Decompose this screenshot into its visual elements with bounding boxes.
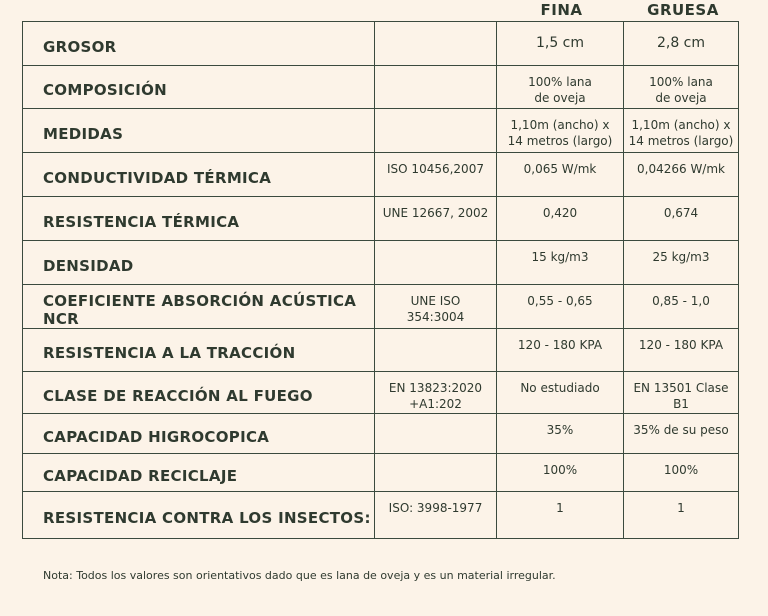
table-row [23,492,739,539]
property-name-label: RESISTENCIA TÉRMICA [43,212,240,231]
gruesa-value-text: 0,85 - 1,0 [652,294,710,308]
property-name-label: COMPOSICIÓN [43,81,168,99]
fina-value-text: 0,420 [542,206,578,220]
column-header-fina: FINA [540,1,583,19]
property-name-cell [23,66,375,109]
standard-cell [375,22,497,66]
fina-value-text: 1,5 cm [535,35,585,51]
property-name-cell [23,285,375,329]
table-row [23,197,739,241]
table-row [23,22,739,66]
standard-cell [375,492,497,539]
gruesa-value-text: 1 [677,501,685,515]
gruesa-value-text: 25 kg/m3 [652,250,710,264]
property-name-label: MEDIDAS [43,124,124,143]
standard-cell [375,372,497,414]
gruesa-value-cell [624,492,739,539]
property-name-cell [23,241,375,285]
property-name-cell [23,414,375,454]
fina-value-text: 120 - 180 KPA [517,338,603,352]
property-name-label: RESISTENCIA CONTRA LOS INSECTOS: [43,509,371,527]
gruesa-value-cell [624,372,739,414]
fina-value-text: 100% lana de oveja [528,75,592,105]
gruesa-value-cell [624,414,739,454]
gruesa-value-text: 100% lana de oveja [649,75,713,105]
footnote: Nota: Todos los valores son orientativos dado que es lana de oveja y es un material irregular. [43,569,556,582]
spec-table-body [23,22,739,539]
gruesa-value-cell [624,197,739,241]
fina-value-text: 35% [546,423,574,437]
fina-value-cell [497,372,624,414]
standard-text: UNE 12667, 2002 [382,206,489,220]
fina-value-text: 1 [556,501,564,515]
fina-value-cell [497,329,624,372]
fina-value-cell [497,197,624,241]
fina-value-cell [497,153,624,197]
fina-value-text: 0,55 - 0,65 [527,294,593,308]
table-row [23,285,739,329]
standard-cell [375,454,497,492]
table-row [23,241,739,285]
standard-text: UNE ISO 354:3004 [406,294,465,324]
standard-cell [375,414,497,454]
fina-value-cell [497,66,624,109]
standard-cell [375,241,497,285]
fina-value-cell [497,22,624,66]
property-name-cell [23,372,375,414]
gruesa-value-text: 0,04266 W/mk [637,162,725,176]
spec-table [22,21,739,539]
gruesa-value-text: 1,10m (ancho) x 14 metros (largo) [628,118,734,148]
gruesa-value-cell [624,285,739,329]
gruesa-value-cell [624,153,739,197]
standard-cell [375,153,497,197]
table-row [23,454,739,492]
property-name-cell [23,329,375,372]
standard-cell [375,197,497,241]
property-name-cell [23,492,375,539]
fina-value-text: 100% [542,463,578,477]
gruesa-value-cell [624,66,739,109]
property-name-label: DENSIDAD [43,256,134,275]
property-name-label: COEFICIENTE ABSORCIÓN ACÚSTICA NCR [43,291,357,328]
standard-text: ISO: 3998-1977 [388,501,483,515]
fina-value-cell [497,414,624,454]
property-name-cell [23,22,375,66]
gruesa-value-text: 120 - 180 KPA [638,338,724,352]
gruesa-value-cell [624,329,739,372]
gruesa-value-cell [624,454,739,492]
fina-value-text: No estudiado [520,381,600,395]
property-name-cell [23,153,375,197]
standard-cell [375,329,497,372]
property-name-label: CAPACIDAD RECICLAJE [43,466,238,485]
column-header-gruesa: GRUESA [647,1,719,19]
fina-value-text: 15 kg/m3 [531,250,589,264]
fina-value-cell [497,285,624,329]
fina-value-cell [497,241,624,285]
standard-cell [375,66,497,109]
gruesa-value-cell [624,241,739,285]
standard-text: ISO 10456,2007 [387,162,484,176]
gruesa-value-cell [624,109,739,153]
property-name-label: CLASE DE REACCIÓN AL FUEGO [43,386,313,405]
property-name-cell [23,109,375,153]
gruesa-value-text: EN 13501 Clase B1 [633,381,729,411]
gruesa-value-text: 0,674 [663,206,699,220]
property-name-label: GROSOR [43,37,117,56]
fina-value-text: 0,065 W/mk [523,162,597,176]
property-name-label: CAPACIDAD HIGROCOPICA [43,427,270,446]
fina-value-cell [497,492,624,539]
table-row [23,66,739,109]
table-row [23,372,739,414]
gruesa-value-text: 100% [663,463,699,477]
fina-value-text: 1,10m (ancho) x 14 metros (largo) [507,118,613,148]
table-row [23,109,739,153]
fina-value-cell [497,454,624,492]
property-name-label: CONDUCTIVIDAD TÉRMICA [43,168,272,187]
property-name-label: RESISTENCIA A LA TRACCIÓN [43,344,296,362]
property-name-cell [23,454,375,492]
table-row [23,414,739,454]
standard-cell [375,109,497,153]
table-row [23,329,739,372]
standard-cell [375,285,497,329]
gruesa-value-text: 35% de su peso [633,423,729,437]
gruesa-value-text: 2,8 cm [656,35,706,51]
property-name-cell [23,197,375,241]
gruesa-value-cell [624,22,739,66]
fina-value-cell [497,109,624,153]
standard-text: EN 13823:2020 +A1:202 [388,381,483,411]
table-row [23,153,739,197]
